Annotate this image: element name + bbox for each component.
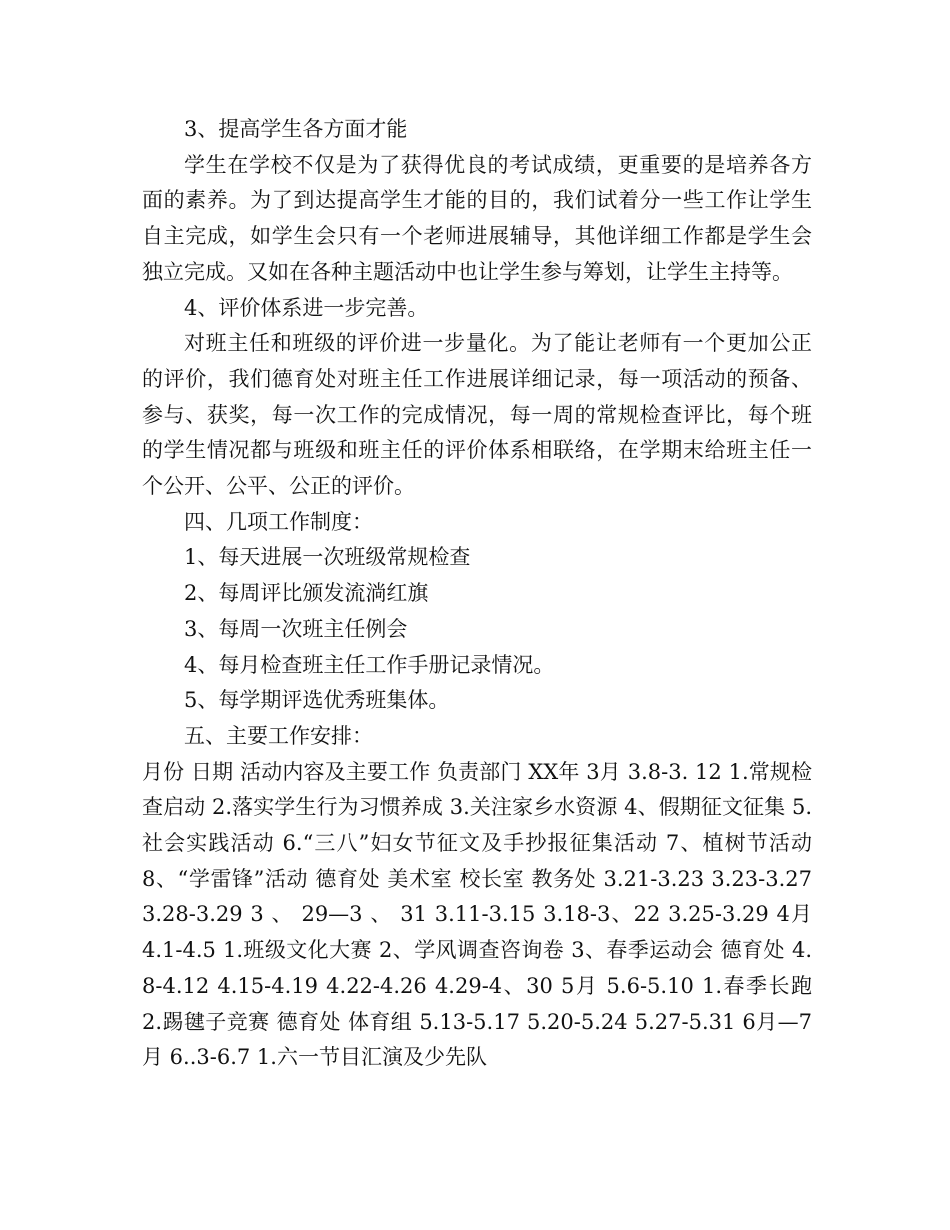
document-body xyxy=(142,112,812,1076)
schedule-text: 月份 日期 活动内容及主要工作 负责部门 XX年 3月 3.8-3. 12 1.常规检查启动 2.落实学生行为习惯养成 3.关注家乡水资源 4、假期征文征集 5.社会实践活动 6.“三八”妇女节征文及手抄报征集活动 7、植树节活动 8、“学雷锋”活动 德育处 美术室 校长室 教务处 3.21-3.23 3.23-3.27 3.28-3.29 3 、 29—3 、 31 3.11-3.15 3.18-3、22 3.25-3.29 4月 4.1-4.5 1.班级文化大赛 2、学风调查咨询卷 3、春季运动会 德育处 4.8-4.12 4.15-4.19 4.22-4.26 4.29-4、30 5月 5.6-5.10 1.春季长跑 2.踢毽子竞赛 德育处 体育组 5.13-5.17 5.20-5.24 5.27-5.31 6月—7月 6..3-6.7 1.六一节目汇演及少先队 xyxy=(142,759,812,1070)
section-4-heading: 四、几项工作制度： xyxy=(184,509,373,534)
rule-5: 5、每学期评选优秀班集体。 xyxy=(184,688,450,713)
item-4-body: 对班主任和班级的评价进一步量化。为了能让老师有一个更加公正的评价，我们德育处对班主任工作进展详细记录，每一项活动的预备、参与、获奖，每一次工作的完成情况，每一周的常规检查评比，每个班的学生情况都与班级和班主任的评价体系相联络，在学期末给班主任一个公开、公平、公正的评价。 xyxy=(142,331,812,499)
rule-1: 1、每天进展一次班级常规检查 xyxy=(184,545,471,570)
rule-3: 3、每周一次班主任例会 xyxy=(184,616,408,641)
rule-2: 2、每周评比颁发流淌红旗 xyxy=(184,581,429,606)
item-4-heading: 4、评价体系进一步完善。 xyxy=(184,295,429,320)
item-3-body: 学生在学校不仅是为了获得优良的考试成绩，更重要的是培养各方面的素养。为了到达提高学生才能的目的，我们试着分一些工作让学生自主完成，如学生会只有一个老师进展辅导，其他详细工作都是学生会独立完成。又如在各种主题活动中也让学生参与筹划，让学生主持等。 xyxy=(142,152,812,284)
rule-4: 4、每月检查班主任工作手册记录情况。 xyxy=(184,652,555,677)
section-5-heading: 五、主要工作安排： xyxy=(184,723,373,748)
item-3-heading: 3、提高学生各方面才能 xyxy=(184,117,408,141)
